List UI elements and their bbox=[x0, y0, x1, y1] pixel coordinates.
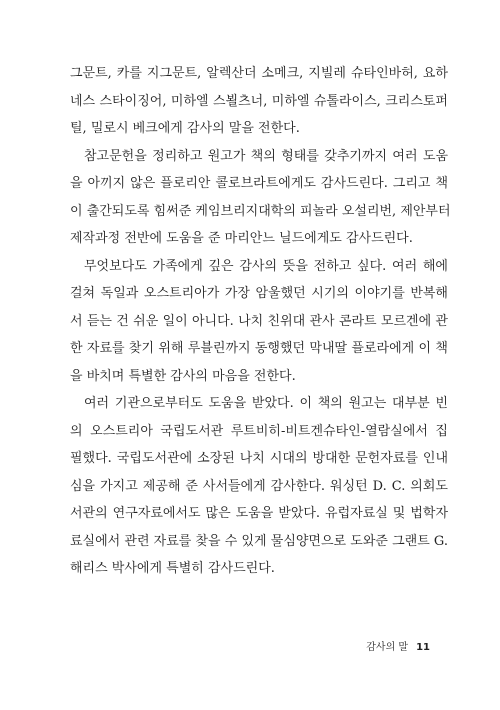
text-line: 제작과정 전반에 도움을 준 마리안느 닐드에게도 감사드린다. bbox=[70, 231, 413, 246]
paragraph-2 bbox=[70, 143, 451, 253]
paragraph-4 bbox=[70, 390, 448, 583]
text-line: 심을 가지고 제공해 준 사서들에게 감사한다. 워싱턴 D. C. 의회도 bbox=[70, 478, 448, 494]
text-line: 의 오스트리아 국립도서관 루트비히-비트겐슈타인-열람실에서 집 bbox=[70, 423, 448, 439]
text-line: 해리스 박사에게 특별히 감사드린다. bbox=[70, 561, 275, 576]
page-number: 11 bbox=[416, 642, 430, 653]
text-line: 서관의 연구자료에서도 많은 도움을 받았다. 유럽자료실 및 법학자 bbox=[70, 506, 448, 521]
text-line: 걸쳐 독일과 오스트리아가 가장 암울했던 시기의 이야기를 반복해 bbox=[70, 286, 448, 301]
text-line: 한 자료를 찾기 위해 루블린까지 동행했던 막내딸 플로라에게 이 책 bbox=[70, 341, 448, 356]
body-text bbox=[70, 60, 451, 583]
text-line: 을 아끼지 않은 플로리안 콜로브라트에게도 감사드린다. 그리고 책 bbox=[70, 176, 448, 191]
text-line: 서 듣는 건 쉬운 일이 아니다. 나치 친위대 관사 콘라트 모르겐에 관 bbox=[70, 313, 448, 329]
text-line: 필했다. 국립도서관에 소장된 나치 시대의 방대한 문헌자료를 인내 bbox=[70, 451, 448, 466]
text-line: 이 출간되도록 힘써준 케임브리지대학의 피놀라 오설리번, 제안부터 bbox=[70, 203, 451, 219]
page-footer bbox=[366, 638, 430, 653]
text-line: 여러 기관으로부터도 도움을 받았다. 이 책의 원고는 대부분 빈 bbox=[84, 396, 448, 411]
paragraph-3 bbox=[70, 253, 448, 391]
text-line: 틸, 밀로시 베크에게 감사의 말을 전한다. bbox=[70, 121, 300, 136]
text-line: 그문트, 카를 지그문트, 알렉산더 소메크, 지빌레 슈타인바허, 요하 bbox=[70, 66, 448, 81]
text-line: 네스 스타이징어, 미하엘 스뵐츠너, 미하엘 슈톨라이스, 크리스토퍼 bbox=[70, 93, 448, 109]
text-line: 참고문헌을 정리하고 원고가 책의 형태를 갖추기까지 여러 도움 bbox=[84, 148, 448, 164]
running-title: 감사의 말 bbox=[366, 642, 409, 653]
text-line: 무엇보다도 가족에게 깊은 감사의 뜻을 전하고 싶다. 여러 해에 bbox=[84, 258, 448, 274]
text-line: 을 바치며 특별한 감사의 마음을 전한다. bbox=[70, 368, 296, 384]
paragraph-1 bbox=[70, 60, 448, 143]
text-line: 료실에서 관련 자료를 찾을 수 있게 물심양면으로 도와준 그랜트 G. bbox=[70, 533, 448, 549]
